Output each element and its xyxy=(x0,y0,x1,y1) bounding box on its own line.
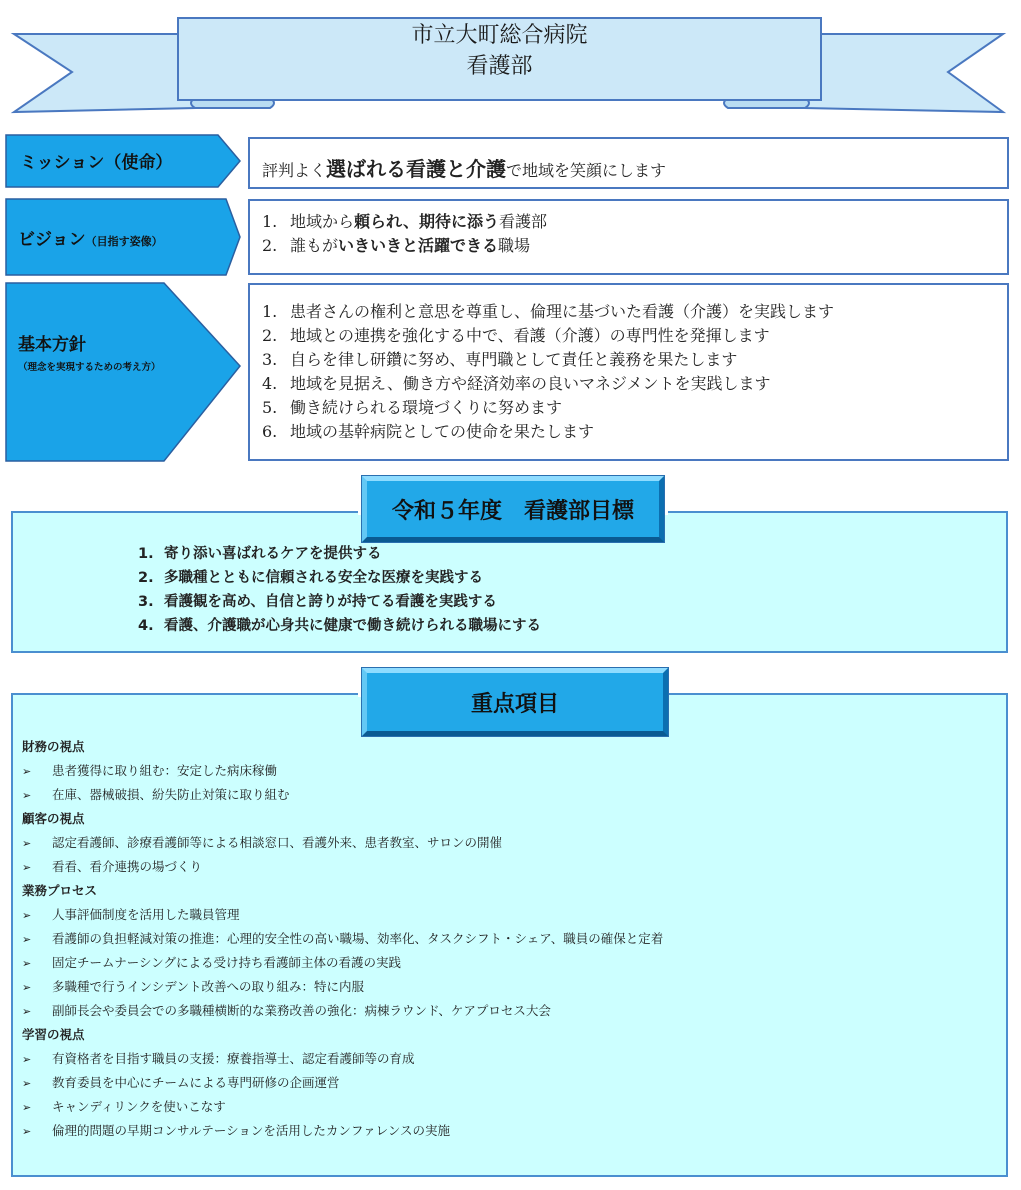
mission-pre: 評判よく xyxy=(262,161,327,180)
bullet-arrow-icon: ➢ xyxy=(22,1077,32,1090)
mission-statement xyxy=(262,153,666,182)
bullet-arrow-icon: ➢ xyxy=(22,957,32,970)
focus-item xyxy=(22,927,663,951)
focus-title-tab xyxy=(362,668,668,736)
policy-item-text: 自らを律し研鑽に努め、専門職として責任と義務を果たします xyxy=(290,350,738,369)
vision-box xyxy=(248,199,1009,275)
focus-item xyxy=(22,999,663,1023)
mission-label: ミッション（使命） xyxy=(20,153,173,173)
policy-item-num: 3. xyxy=(262,350,278,369)
vision-item-pre: 地域から xyxy=(290,212,355,231)
focus-item xyxy=(22,1047,663,1071)
focus-category-title: 業務プロセス xyxy=(22,883,98,898)
policy-label-sub: （理念を実現するための考え方） xyxy=(18,362,161,373)
bullet-arrow-icon: ➢ xyxy=(22,789,32,802)
goal-item xyxy=(138,542,541,566)
focus-item-text: キャンディリンクを使いこなす xyxy=(52,1099,226,1114)
goal-item-text: 多職種とともに信頼される安全な医療を実践する xyxy=(164,570,483,586)
goal-item-text: 看護、介護職が心身共に健康で働き続けられる職場にする xyxy=(164,618,541,634)
vision-item-num: 2. xyxy=(262,236,278,255)
goal-item-num: 2. xyxy=(138,570,154,586)
goal-item xyxy=(138,566,541,590)
vision-label-main: ビジョン xyxy=(18,230,86,250)
vision-item-num: 1. xyxy=(262,212,278,231)
mission-box xyxy=(248,137,1009,189)
goal-item-num: 1. xyxy=(138,546,154,562)
policy-label xyxy=(18,330,161,373)
vision-item-bold: いきいきと活躍できる xyxy=(338,236,499,255)
goals-title: 令和５年度 看護部目標 xyxy=(391,498,634,524)
goal-item-text: 寄り添い喜ばれるケアを提供する xyxy=(164,546,382,562)
focus-item-text: 倫理的問題の早期コンサルテーションを活用したカンファレンスの実施 xyxy=(52,1123,450,1138)
vision-item-post: 看護部 xyxy=(498,212,547,231)
bullet-arrow-icon: ➢ xyxy=(22,1125,32,1138)
focus-item-text: 在庫、器械破損、紛失防止対策に取り組む xyxy=(52,787,290,802)
bullet-arrow-icon: ➢ xyxy=(22,909,32,922)
vision-label xyxy=(18,225,163,250)
bullet-arrow-icon: ➢ xyxy=(22,933,32,946)
policy-item-num: 5. xyxy=(262,398,278,417)
goal-item xyxy=(138,590,541,614)
bullet-arrow-icon: ➢ xyxy=(22,837,32,850)
mission-bold: 選ばれる看護と介護 xyxy=(326,157,507,181)
policy-label-main: 基本方針 xyxy=(18,335,86,355)
policy-list xyxy=(262,300,834,444)
goal-item xyxy=(138,614,541,638)
policy-item-num: 2. xyxy=(262,326,278,345)
focus-item-text: 看看、看介連携の場づくり xyxy=(52,859,203,874)
vision-label-sub: （目指す姿像） xyxy=(85,235,163,248)
policy-item-text: 地域との連携を強化する中で、看護（介護）の専門性を発揮します xyxy=(290,326,770,345)
focus-item xyxy=(22,1095,663,1119)
policy-box xyxy=(248,283,1009,461)
focus-category-title: 財務の視点 xyxy=(22,739,85,754)
bullet-arrow-icon: ➢ xyxy=(22,1101,32,1114)
goal-item-num: 4. xyxy=(138,618,154,634)
focus-category-title: 顧客の視点 xyxy=(22,811,85,826)
focus-item-text: 人事評価制度を活用した職員管理 xyxy=(52,907,240,922)
goal-item-num: 3. xyxy=(138,594,154,610)
focus-item xyxy=(22,831,663,855)
focus-item xyxy=(22,759,663,783)
focus-list xyxy=(22,735,663,1143)
bullet-arrow-icon: ➢ xyxy=(22,861,32,874)
policy-item-num: 1. xyxy=(262,302,278,321)
focus-item-text: 教育委員を中心にチームによる専門研修の企画運営 xyxy=(52,1075,340,1090)
policy-item xyxy=(262,300,834,324)
policy-item xyxy=(262,348,834,372)
focus-item-text: 副師長会や委員会での多職種横断的な業務改善の強化：病棟ラウンド、ケアプロセス大会 xyxy=(52,1003,551,1018)
focus-item-text: 看護師の負担軽減対策の推進：心理的安全性の高い職場、効率化、タスクシフト・シェア、職員の確保と定着 xyxy=(52,931,664,946)
focus-item xyxy=(22,1119,663,1143)
department-name: 看護部 xyxy=(466,54,533,79)
focus-item-text: 固定チームナーシングによる受け持ち看護師主体の看護の実践 xyxy=(52,955,401,970)
goals-title-tab xyxy=(362,476,664,542)
focus-item xyxy=(22,1071,663,1095)
vision-item-post: 職場 xyxy=(498,236,531,255)
focus-item xyxy=(22,951,663,975)
focus-item xyxy=(22,783,663,807)
hospital-name: 市立大町総合病院 xyxy=(411,23,588,48)
focus-item xyxy=(22,975,663,999)
vision-list xyxy=(262,210,547,258)
bullet-arrow-icon: ➢ xyxy=(22,981,32,994)
policy-item-text: 患者さんの権利と意思を尊重し、倫理に基づいた看護（介護）を実践します xyxy=(290,302,835,321)
focus-category-title: 学習の視点 xyxy=(22,1027,85,1042)
focus-item-text: 多職種で行うインシデント改善への取り組み：特に内服 xyxy=(52,979,364,994)
bullet-arrow-icon: ➢ xyxy=(22,765,32,778)
policy-item xyxy=(262,324,834,348)
vision-item xyxy=(262,234,547,258)
focus-item-text: 認定看護師、診療看護師等による相談窓口、看護外来、患者教室、サロンの開催 xyxy=(52,835,503,850)
mission-post: で地域を笑顔にします xyxy=(506,161,667,180)
policy-item-text: 働き続けられる環境づくりに努めます xyxy=(290,398,563,417)
focus-item-text: 患者獲得に取り組む：安定した病床稼働 xyxy=(52,763,278,778)
focus-item xyxy=(22,855,663,879)
bullet-arrow-icon: ➢ xyxy=(22,1005,32,1018)
goals-list xyxy=(138,542,541,638)
focus-item-text: 有資格者を目指す職員の支援：療養指導士、認定看護師等の育成 xyxy=(52,1051,415,1066)
banner-title xyxy=(178,20,821,82)
vision-item-bold: 頼られ、期待に添う xyxy=(354,212,499,231)
vision-item-pre: 誰もが xyxy=(290,236,339,255)
policy-item-text: 地域の基幹病院としての使命を果たします xyxy=(290,422,595,441)
vision-item xyxy=(262,210,547,234)
policy-item-text: 地域を見据え、働き方や経済効率の良いマネジメントを実践します xyxy=(290,374,771,393)
focus-item xyxy=(22,903,663,927)
bullet-arrow-icon: ➢ xyxy=(22,1053,32,1066)
focus-title: 重点項目 xyxy=(470,691,559,717)
policy-item-num: 6. xyxy=(262,422,278,441)
policy-item-num: 4. xyxy=(262,374,278,393)
policy-item xyxy=(262,420,834,444)
goal-item-text: 看護観を高め、自信と誇りが持てる看護を実践する xyxy=(164,594,497,610)
policy-item xyxy=(262,396,834,420)
banner-right-tail xyxy=(805,34,1003,112)
policy-item xyxy=(262,372,834,396)
